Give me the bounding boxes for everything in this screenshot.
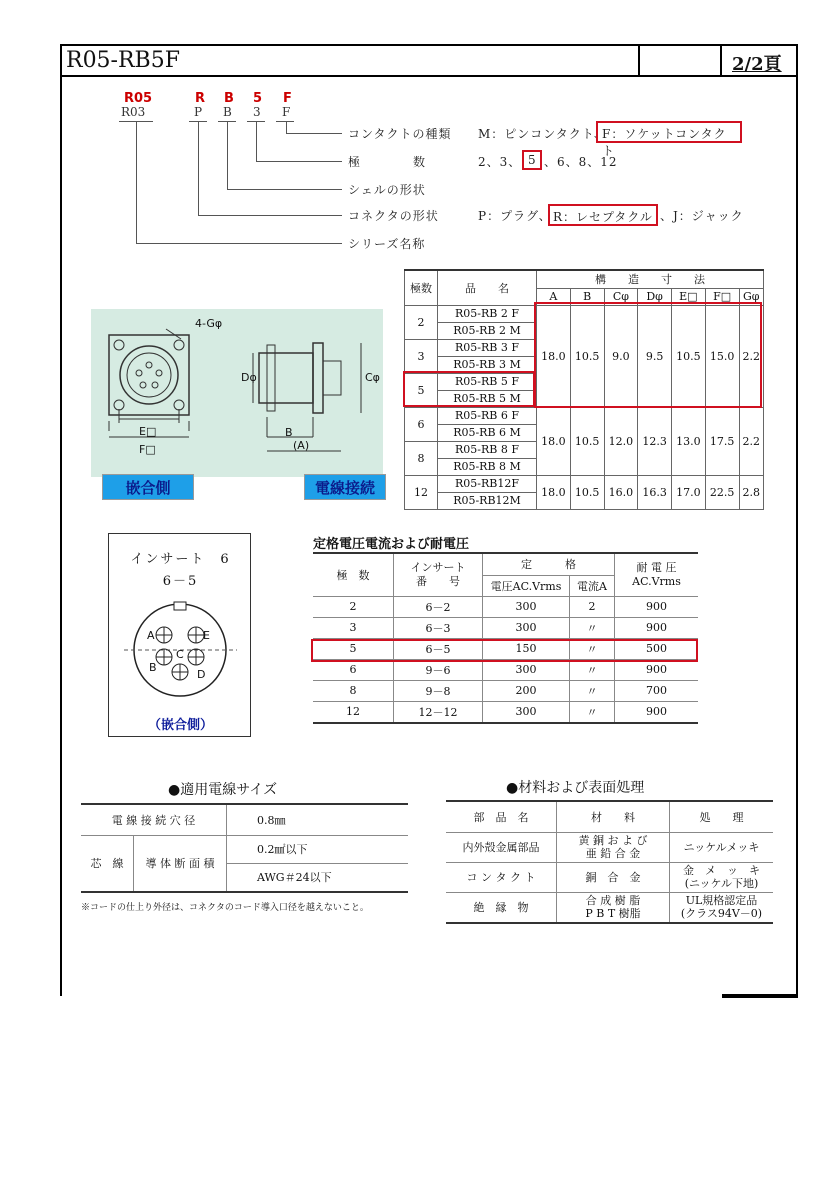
dim-cell: 16.0: [604, 475, 638, 509]
poles-cell: 8: [405, 441, 438, 475]
page-number: 2/2頁: [732, 54, 782, 75]
part-cell: R05-RB 2 F: [438, 305, 537, 322]
pin-label: C: [176, 648, 184, 661]
dim-cell: 16.3: [638, 475, 672, 509]
header-treatment: 処 理: [670, 802, 774, 832]
poles-cell: 3: [405, 339, 438, 373]
part-cell: R05-RB12M: [438, 492, 537, 509]
title-separator: [720, 44, 722, 77]
dim-cell: 2.2: [739, 305, 764, 407]
table-row: 12 12－12 300 〃 900: [313, 701, 698, 723]
wire-label: 芯 線: [81, 835, 134, 891]
code-contact: F: [283, 91, 292, 106]
frame-right-border: [796, 76, 798, 996]
selected-option: R：レセプタクル: [548, 204, 658, 226]
part-cell: R05-RB 3 F: [438, 339, 537, 356]
part-cell: R05-RB12F: [438, 475, 537, 492]
insert-number: 6－5: [162, 574, 199, 589]
wire-value: AWG＃24以下: [257, 871, 332, 885]
dim-label-e: E□: [139, 425, 157, 438]
part-cell: R05-RB 8 M: [438, 458, 537, 475]
code-series: R05: [124, 91, 153, 106]
mating-side-label: 嵌合側: [102, 474, 194, 500]
dim-cell: 15.0: [705, 305, 739, 407]
col-e: E□: [672, 288, 706, 305]
connector-drawing: [91, 309, 383, 477]
template-shell: B: [223, 105, 232, 119]
col-c: Cφ: [604, 288, 638, 305]
part-cell: R05-RB 3 M: [438, 356, 537, 373]
selected-option: 5: [522, 150, 542, 170]
material-table-title: ●材料および表面処理: [506, 780, 645, 796]
dim-cell: 10.5: [570, 475, 604, 509]
dim-cell: 13.0: [672, 407, 706, 475]
highlight-dimensions: [534, 302, 762, 408]
dim-cell: 18.0: [537, 407, 571, 475]
part-cell: R05-RB 5 F: [438, 373, 537, 390]
row-label: シェルの形状: [348, 183, 426, 197]
option-text: P：プラグ、: [478, 209, 552, 223]
dim-cell: 9.0: [604, 305, 638, 407]
rating-table: [313, 552, 698, 724]
table-row: コ ン タ ク ト 銅 合 金 金 メ ッ キ (ニッケル下地): [446, 862, 773, 892]
col-a: A: [537, 288, 571, 305]
col-g: Gφ: [739, 288, 764, 305]
header-dimensions: 構 造 寸 法: [537, 270, 764, 288]
row-label: コネクタの形状: [348, 209, 439, 223]
part-cell: R05-RB 5 M: [438, 390, 537, 407]
dim-label-d: Dφ: [241, 371, 257, 384]
wire-size-table: [81, 803, 408, 893]
poles-cell: 12: [405, 475, 438, 509]
option-text: 、6、8、12: [544, 155, 618, 169]
wire-label: 導 体 断 面 積: [134, 835, 227, 891]
pin-label: A: [147, 629, 155, 642]
col-d: Dφ: [638, 288, 672, 305]
dim-cell: 22.5: [705, 475, 739, 509]
header-withstand: 耐 電 圧 AC.Vrms: [615, 553, 699, 596]
dim-label-c: Cφ: [365, 371, 380, 384]
dim-label-b: B: [285, 426, 293, 439]
table-row: 5 6－5 150 〃 500: [313, 638, 698, 659]
dim-cell: 18.0: [537, 305, 571, 407]
frame-left-border: [60, 76, 62, 996]
header-rated: 定 格: [483, 553, 615, 575]
wire-table-title: ●適用電線サイズ: [168, 782, 278, 798]
wire-label: 電 線 接 続 穴 径: [81, 805, 227, 835]
poles-cell: 2: [405, 305, 438, 339]
insert-title: インサート 6: [130, 552, 231, 567]
dim-cell: 10.5: [672, 305, 706, 407]
dim-cell: 18.0: [537, 475, 571, 509]
dim-cell: 10.5: [570, 305, 604, 407]
pin-label: E: [203, 629, 210, 642]
pin-label: D: [197, 668, 206, 681]
insert-caption: （嵌合側）: [147, 718, 213, 733]
dim-cell: 10.5: [570, 407, 604, 475]
dim-label-a: (A): [293, 439, 310, 452]
header-poles: 極数: [405, 270, 438, 305]
header-voltage: 電圧AC.Vrms: [483, 575, 570, 596]
dim-label-f: F□: [139, 443, 156, 456]
table-row: 6 9－6 300 〃 900: [313, 659, 698, 680]
material-table: [446, 800, 773, 924]
table-row: 絶 縁 物 合 成 樹 脂 P B T 樹脂 UL規格認定品 (クラス94V－0): [446, 892, 773, 922]
header-part: 部 品 名: [446, 802, 557, 832]
header-insert: インサート 番 号: [394, 553, 483, 596]
code-poles: 5: [253, 91, 263, 106]
dim-cell: 2.8: [739, 475, 764, 509]
col-b: B: [570, 288, 604, 305]
wire-value: 0.8㎜: [227, 805, 409, 835]
dim-cell: 9.5: [638, 305, 672, 407]
frame-bottom-mark: [722, 994, 798, 998]
option-text: 2、3、: [478, 155, 522, 169]
option-text: M：ピンコンタクト、: [478, 127, 607, 141]
rating-table-title: 定格電圧電流および耐電圧: [313, 537, 470, 552]
header-poles: 極 数: [313, 553, 394, 596]
insert-diagram: [108, 533, 251, 737]
template-contact: F: [282, 105, 291, 119]
dim-cell: 17.5: [705, 407, 739, 475]
poles-cell: 5: [405, 373, 438, 407]
table-row: 3 6－3 300 〃 900: [313, 617, 698, 638]
part-cell: R05-RB 6 F: [438, 407, 537, 424]
connector-outline-drawing: [91, 309, 383, 477]
template-series: R03: [121, 105, 146, 119]
row-label: コンタクトの種類: [348, 127, 452, 141]
table-row: 内外殻金属部品 黄 銅 お よ び 亜 鉛 合 金 ニッケルメッキ: [446, 832, 773, 862]
dim-cell: 17.0: [672, 475, 706, 509]
template-connector: P: [194, 105, 203, 119]
wire-side-label: 電線接続: [304, 474, 386, 500]
selected-option: F：ソケットコンタクト: [596, 121, 742, 143]
table-row: 8 9－8 200 〃 700: [313, 680, 698, 701]
code-shell: B: [224, 91, 234, 106]
dim-label-g: 4-Gφ: [195, 317, 223, 330]
dim-cell: 2.2: [739, 407, 764, 475]
dim-cell: 12.0: [604, 407, 638, 475]
wire-value: 0.2㎟以下: [227, 835, 409, 863]
part-cell: R05-RB 6 M: [438, 424, 537, 441]
part-cell: R05-RB 8 F: [438, 441, 537, 458]
title-separator: [638, 44, 640, 77]
poles-cell: 6: [405, 407, 438, 441]
col-f: F□: [705, 288, 739, 305]
table-row: 2 6－2 300 2 900: [313, 596, 698, 617]
code-connector: R: [195, 91, 206, 106]
document-title: R05-RB5F: [66, 48, 180, 73]
part-cell: R05-RB 2 M: [438, 322, 537, 339]
pin-label: B: [149, 661, 157, 674]
dim-cell: 12.3: [638, 407, 672, 475]
header-part: 品 名: [438, 270, 537, 305]
wire-note: ※コードの仕上り外径は、コネクタのコード導入口径を越えないこと。: [81, 903, 369, 913]
highlight-rating-row: [311, 639, 698, 662]
option-text: 、J：ジャック: [660, 209, 744, 223]
row-label: シリーズ名称: [348, 237, 426, 251]
template-poles: 3: [253, 105, 261, 119]
row-label: 極 数: [348, 155, 427, 169]
highlight-part-row: [403, 371, 535, 407]
header-material: 材 料: [557, 802, 670, 832]
header-current: 電流A: [570, 575, 615, 596]
